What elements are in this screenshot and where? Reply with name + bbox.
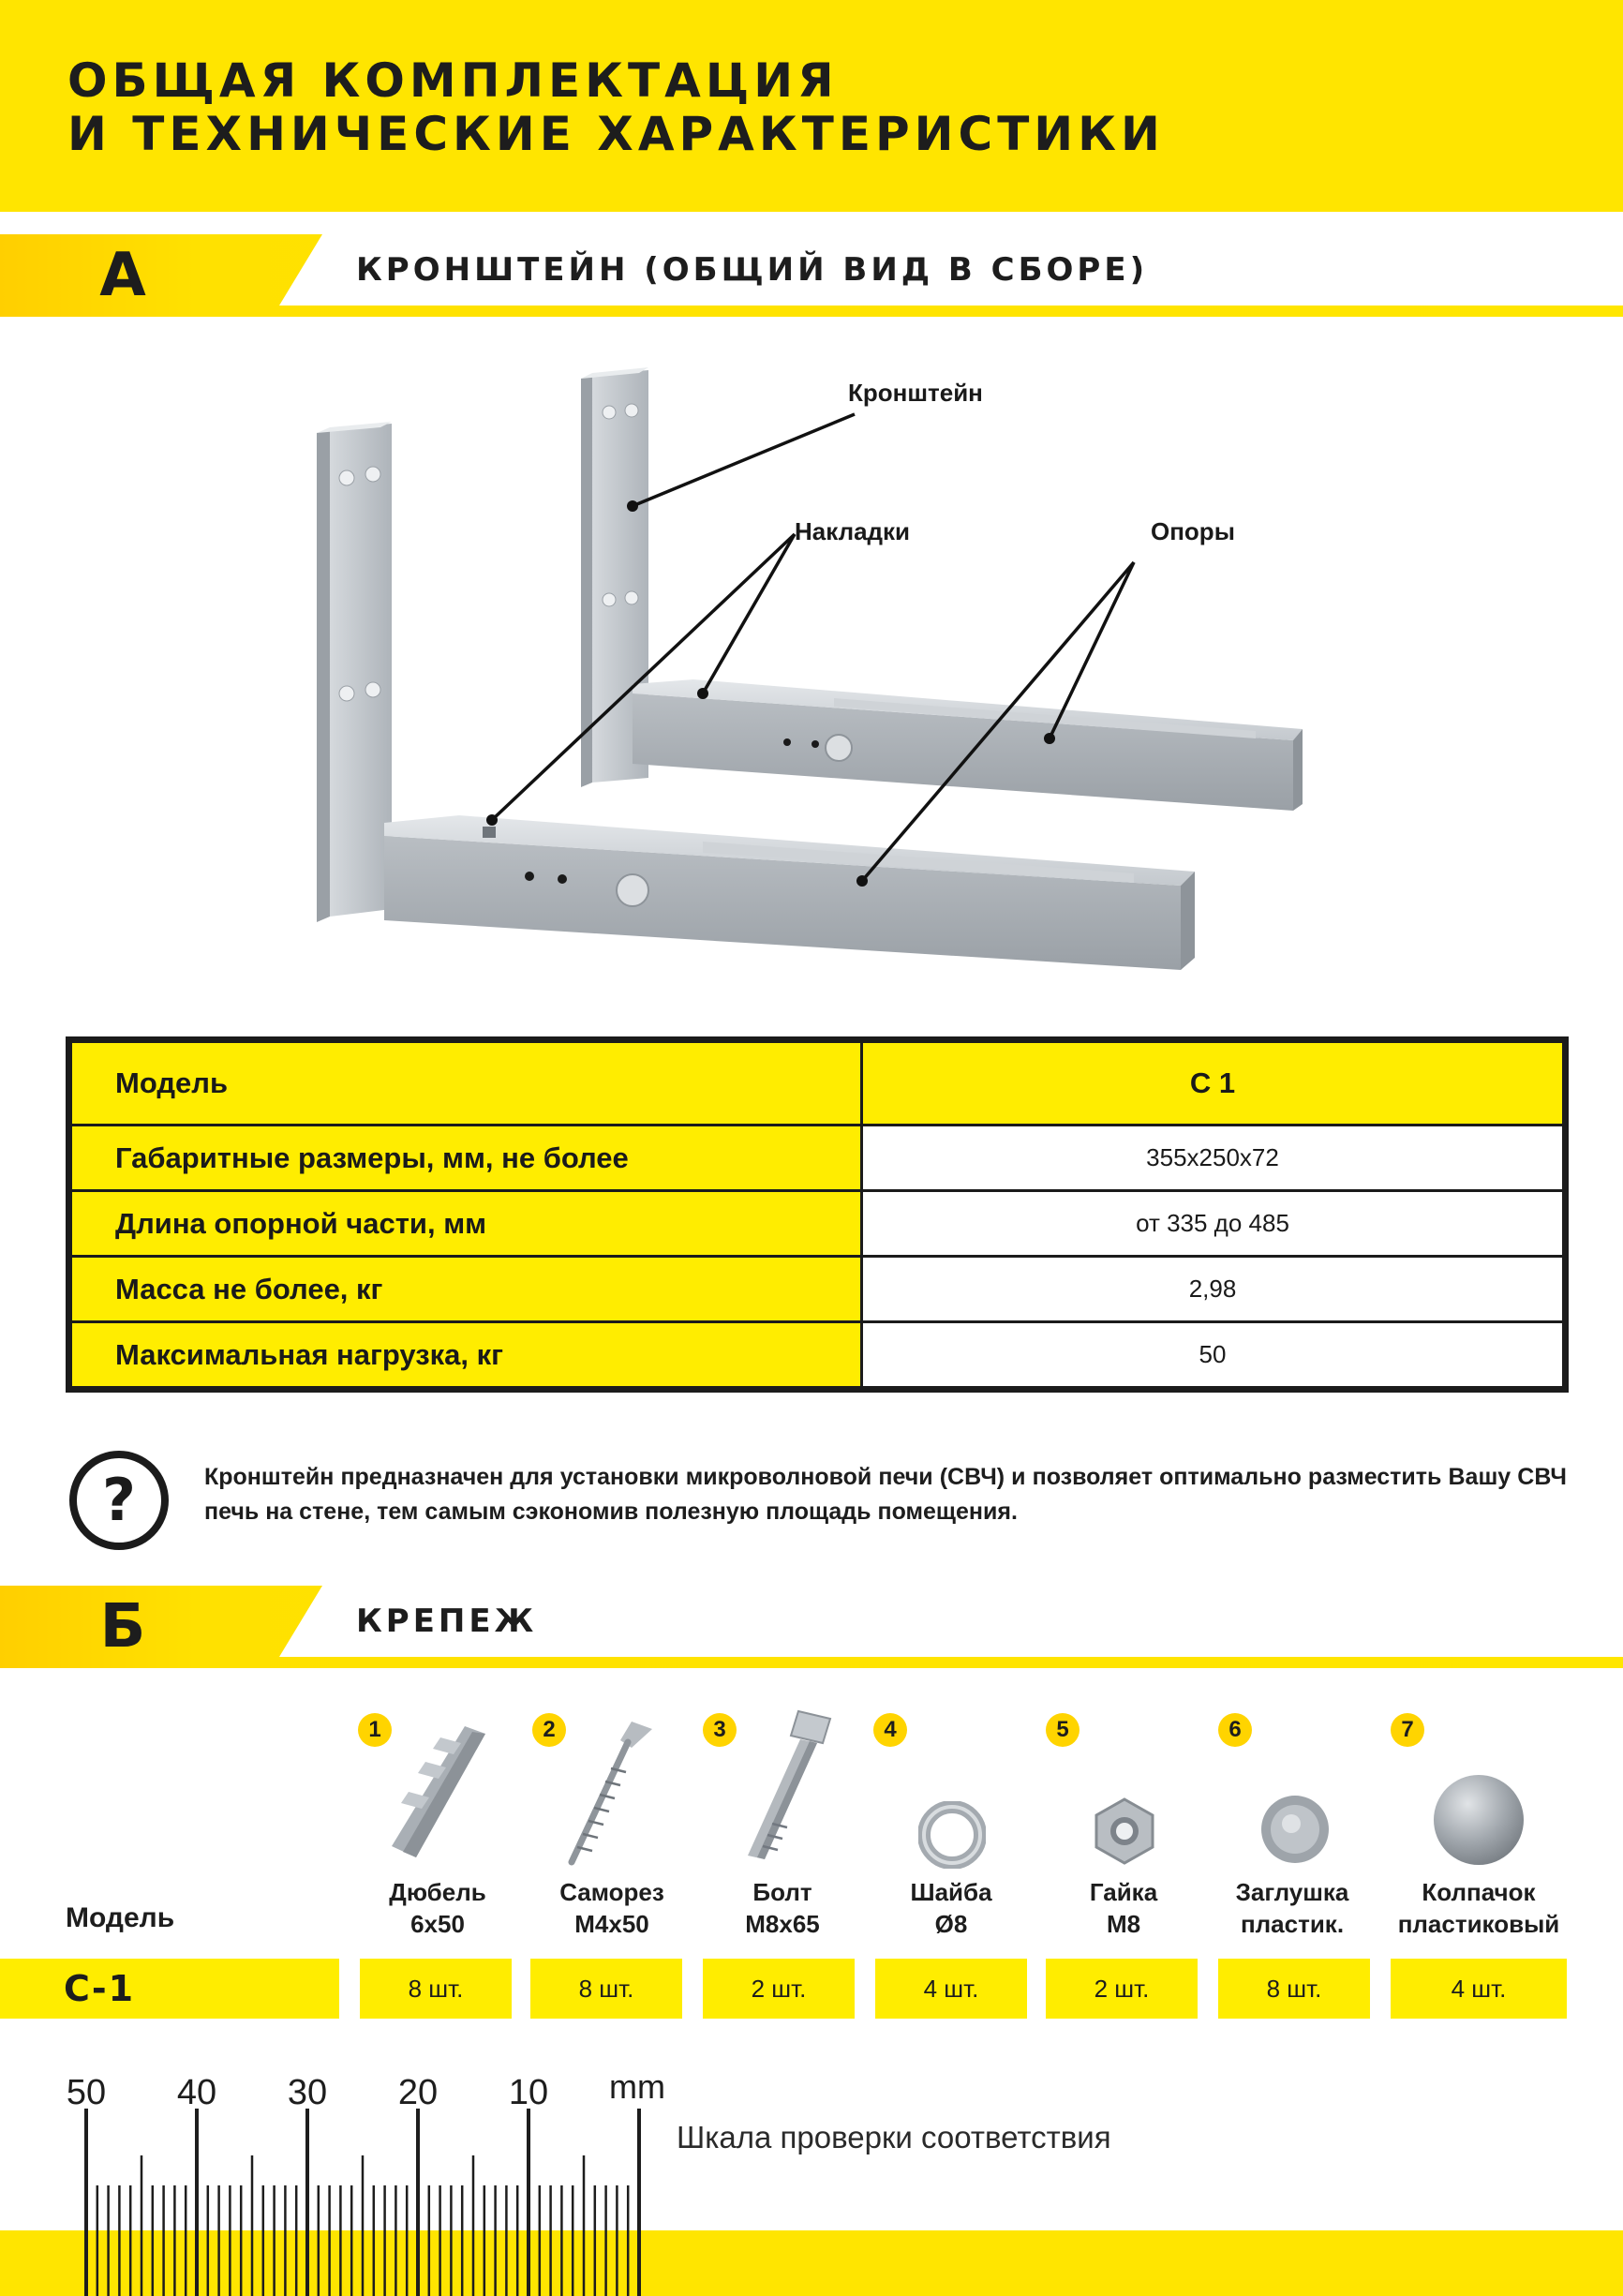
page-title: ОБЩАЯ КОМПЛЕКТАЦИЯ И ТЕХНИЧЕСКИЕ ХАРАКТЕРИСТИКИ bbox=[67, 53, 1165, 161]
spec-row-model bbox=[69, 1040, 1566, 1126]
fastener-qty: 2 шт. bbox=[703, 1959, 855, 2019]
dowel-icon bbox=[375, 1706, 506, 1865]
section-b-letter: Б bbox=[99, 1592, 146, 1662]
spec-label: Длина опорной части, мм bbox=[69, 1191, 862, 1257]
question-icon bbox=[67, 1449, 171, 1552]
scale-label: 40 bbox=[176, 2073, 217, 2112]
bracket-illustration bbox=[309, 347, 1340, 1003]
fastener-qty: 8 шт. bbox=[1218, 1959, 1370, 2019]
section-b-bar bbox=[0, 1586, 1623, 1668]
spec-row bbox=[69, 1191, 1566, 1257]
fastener-size: M4x50 bbox=[574, 1910, 649, 1938]
spec-table bbox=[66, 1036, 1569, 1393]
fastener-size: пластик. bbox=[1240, 1910, 1345, 1938]
scale-label: 10 bbox=[508, 2073, 549, 2112]
section-b-title: КРЕПЕЖ bbox=[356, 1603, 538, 1640]
section-a-bar bbox=[0, 234, 1623, 317]
fastener-label bbox=[525, 1876, 699, 1940]
spec-label: Модель bbox=[69, 1040, 862, 1126]
scale-label: 30 bbox=[287, 2073, 328, 2112]
fastener-model-value: С-1 bbox=[64, 1968, 136, 2009]
spec-row bbox=[69, 1257, 1566, 1322]
spec-value: 50 bbox=[862, 1322, 1566, 1390]
scale-label: 50 bbox=[66, 2073, 107, 2112]
spec-value: 355x250x72 bbox=[862, 1126, 1566, 1191]
note-text: Кронштейн предназначен для установки микроволновой печи (СВЧ) и позволяет оптимально разместить Вашу СВЧ печь на стене, тем самым сэкономив полезную площадь помещения. bbox=[204, 1464, 1567, 1525]
fastener-size: пластиковый bbox=[1397, 1910, 1560, 1938]
fastener-size: 6x50 bbox=[410, 1910, 465, 1938]
fastener-qty: 4 шт. bbox=[875, 1959, 1027, 2019]
spec-label: Максимальная нагрузка, кг bbox=[69, 1322, 862, 1390]
fastener-number: 3 bbox=[703, 1713, 737, 1747]
callout-bracket: Кронштейн bbox=[848, 379, 983, 407]
plug-icon bbox=[1256, 1790, 1334, 1869]
fastener-label bbox=[350, 1876, 525, 1940]
fastener-name: Шайба bbox=[910, 1878, 992, 1906]
fastener-label bbox=[864, 1876, 1038, 1940]
fastener-number: 5 bbox=[1046, 1713, 1080, 1747]
bolt-icon bbox=[725, 1702, 847, 1871]
svg-text:?: ? bbox=[102, 1466, 136, 1534]
fastener-number: 4 bbox=[873, 1713, 907, 1747]
spec-label: Масса не более, кг bbox=[69, 1257, 862, 1322]
fastener-number: 1 bbox=[358, 1713, 392, 1747]
fastener-qty: 2 шт. bbox=[1046, 1959, 1198, 2019]
spec-label: Габаритные размеры, мм, не более bbox=[69, 1126, 862, 1191]
ruler-scale bbox=[0, 2109, 675, 2296]
fastener-name: Заглушка bbox=[1235, 1878, 1349, 1906]
fastener-number: 6 bbox=[1218, 1713, 1252, 1747]
fastener-size: Ø8 bbox=[934, 1910, 968, 1938]
spec-value: C 1 bbox=[862, 1040, 1566, 1126]
section-a-title: КРОНШТЕЙН (ОБЩИЙ ВИД В СБОРЕ) bbox=[356, 251, 1149, 289]
spec-row bbox=[69, 1126, 1566, 1191]
fastener-label bbox=[1036, 1876, 1211, 1940]
fastener-model-label: Модель bbox=[66, 1902, 175, 1933]
bracket-front-post bbox=[317, 422, 392, 922]
fastener-number: 7 bbox=[1391, 1713, 1424, 1747]
fastener-model-cell bbox=[0, 1959, 339, 2019]
section-a-letter: А bbox=[99, 241, 146, 310]
spec-value: от 335 до 485 bbox=[862, 1191, 1566, 1257]
bracket-front-arm bbox=[384, 815, 1195, 970]
callout-supports: Опоры bbox=[1151, 517, 1235, 545]
bracket-back-arm bbox=[633, 679, 1303, 811]
washer-icon bbox=[918, 1801, 986, 1869]
scale-label: 20 bbox=[397, 2073, 439, 2112]
nut-icon bbox=[1089, 1796, 1160, 1867]
fastener-size: M8 bbox=[1106, 1910, 1141, 1938]
fastener-name: Колпачок bbox=[1422, 1878, 1536, 1906]
fastener-name: Саморез bbox=[559, 1878, 664, 1906]
fastener-label bbox=[1205, 1876, 1379, 1940]
callout-pads: Накладки bbox=[795, 517, 911, 545]
fastener-name: Дюбель bbox=[389, 1878, 486, 1906]
fastener-number: 2 bbox=[532, 1713, 566, 1747]
fastener-size: M8x65 bbox=[745, 1910, 820, 1938]
spec-row bbox=[69, 1322, 1566, 1390]
fastener-qty: 8 шт. bbox=[530, 1959, 682, 2019]
spec-value: 2,98 bbox=[862, 1257, 1566, 1322]
fastener-name: Болт bbox=[752, 1878, 812, 1906]
fastener-qty: 8 шт. bbox=[360, 1959, 512, 2019]
fastener-label bbox=[695, 1876, 870, 1940]
cap-icon bbox=[1430, 1771, 1527, 1869]
fastener-name: Гайка bbox=[1089, 1878, 1158, 1906]
screw-icon bbox=[551, 1710, 663, 1870]
scale-unit: mm bbox=[609, 2067, 665, 2106]
scale-caption: Шкала проверки соответствия bbox=[677, 2120, 1111, 2154]
fastener-qty: 4 шт. bbox=[1391, 1959, 1567, 2019]
fastener-label bbox=[1376, 1876, 1582, 1940]
